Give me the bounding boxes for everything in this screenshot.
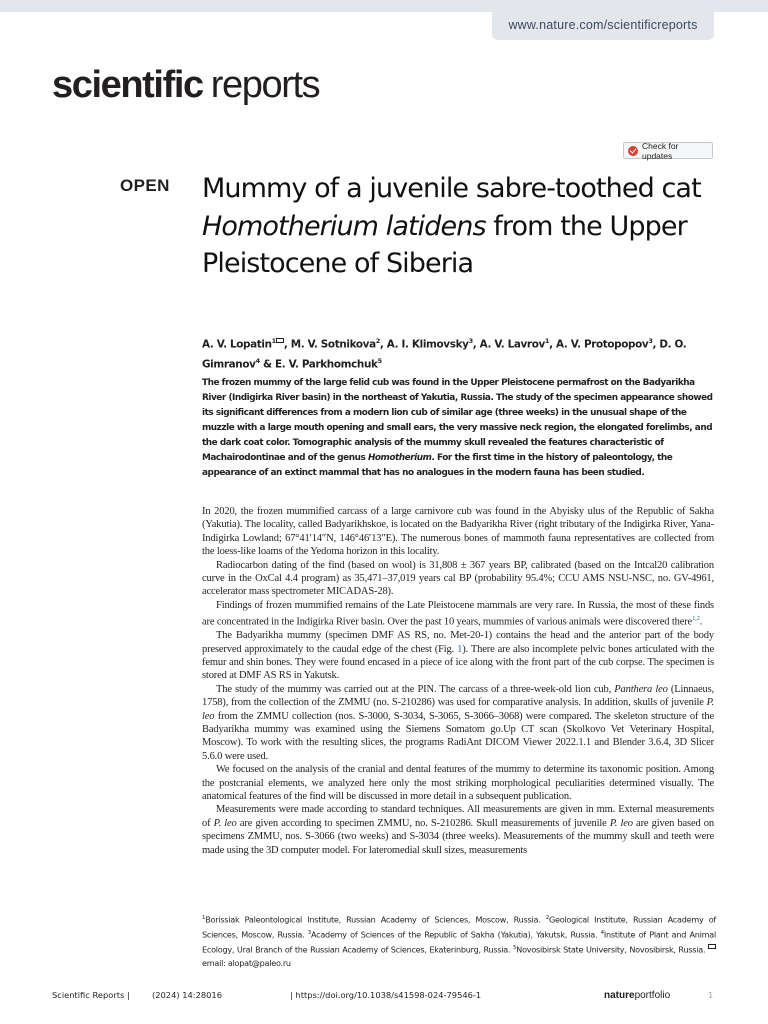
affiliations	[202, 912, 716, 970]
title-part1: Mummy of a juvenile sabre-toothed cat	[202, 173, 701, 204]
nature-portfolio-logo	[604, 990, 670, 1001]
paragraph-text: Findings of frozen mummified remains of the Late Pleistocene mammals are very rare. In Russia, the most of these finds are concentrated in the Indigirka River basin. Over the past 10 years, mummies of various animals were discovered there	[202, 599, 714, 628]
open-access-label: OPEN	[120, 176, 170, 195]
author-name[interactable]: , A. V. Protopopov	[549, 338, 649, 351]
affil-number: 3	[307, 929, 311, 936]
body-paragraph	[202, 599, 714, 629]
paragraph-text: (Linnaeus, 1758), from the collection of the ZMMU (no. S-210286) was used for comparative analysis. In addition, skulls of juvenile	[202, 683, 715, 709]
article-title	[202, 170, 722, 283]
abstract-text: The frozen mummy of the large felid cub was found in the Upper Pleistocene permafrost on the Badyarikha River (Indigirka River basin) in the northeast of Yakutia, Russia. The study of the specimen appearance showed its significant differences from a modern lion cub of similar age (three weeks) in the unusual shape of the muzzle with a large mouth opening and small ears, the very massive neck region, the elongated forelimbs, and the dark coat color. Tomographic analysis of the mummy skull revealed the features characteristic of Machairodontinae and of the genus	[202, 378, 713, 463]
species-name: P. leo	[213, 817, 237, 829]
body-paragraph	[202, 803, 714, 857]
footer-journal: Scientific Reports |	[52, 990, 130, 1000]
paragraph-text: Measurements were made according to standard techniques. All measurements are given in mm. External measurements of	[202, 804, 714, 829]
check-updates-icon	[628, 146, 638, 156]
body-paragraph	[202, 629, 714, 683]
species-name: P. leo	[202, 697, 714, 722]
affil-text: Geological Institute, Russian Academy of Sciences, Moscow, Russia.	[202, 914, 716, 940]
citation-link[interactable]: 1,2	[692, 615, 700, 623]
check-updates-label: Check for updates	[642, 140, 679, 161]
author-affil: 2	[375, 337, 380, 345]
author-name[interactable]: , D. O. Gimranov	[202, 338, 687, 371]
logo-light: portfolio	[634, 990, 671, 1001]
affil-text: Institute of Plant and Animal Ecology, Ural Branch of the Russian Academy of Sciences, Ekaterinburg, Russia.	[202, 929, 716, 955]
article-body	[202, 505, 714, 857]
author-affil: 5	[377, 356, 382, 365]
page-footer	[52, 990, 714, 1004]
affil-number: 5	[513, 944, 517, 951]
abstract-genus: Homotherium	[367, 453, 432, 463]
paragraph-text: ). There are also incomplete pelvic bones articulated with the femur and shin bones. They were found encased in a piece of ice along with the front part of the cub corpse. The specimen is stored at DMF AS RS in Yakutsk.	[202, 643, 715, 682]
author-list	[202, 333, 722, 373]
corresponding-email[interactable]: email: alopat@paleo.ru	[202, 957, 291, 968]
journal-url[interactable]: www.nature.com/scientificreports	[492, 10, 714, 40]
species-name: P. leo	[609, 817, 633, 829]
abstract	[202, 376, 714, 481]
footer-doi-link[interactable]: | https://doi.org/10.1038/s41598-024-79546-1	[290, 990, 482, 1000]
paragraph-text: The study of the mummy was carried out at the PIN. The carcass of a three-week-old lion cub,	[216, 683, 615, 695]
paragraph-text: are given according to specimen ZMMU, no. S-210286. Skull measurements of juvenile	[236, 817, 610, 829]
body-paragraph: Radiocarbon dating of the find (based on wool) is 31,808 ± 367 years BP, calibrated (based on the Intcal20 calibration curve in the OxCal 4.4 program) as 35,471–37,019 years cal BP (probability 95.4%; CCU AMS NSU-NSC, no. GV-4961, accelerator mass spectrometer MICADAS-28).	[202, 559, 714, 598]
author-name[interactable]: & E. V. Parkhomchuk	[259, 358, 378, 371]
affil-text: Novosibirsk State University, Novosibirsk, Russia.	[516, 944, 708, 955]
author-affil: 3	[648, 337, 653, 345]
footer-volume: (2024) 14:28016	[152, 990, 222, 1000]
author-affil: 1	[271, 337, 276, 345]
author-name[interactable]: , A. I. Klimovsky	[379, 338, 469, 351]
paragraph-text: The Badyarikha mummy (specimen DMF AS RS, no. Met-20-1) contains the head and the anterior part of the body preserved approximately to the caudal edge of the chest (Fig.	[202, 630, 714, 655]
author-name[interactable]: , A. V. Lavrov	[472, 338, 545, 351]
paragraph-text: are given based on specimens ZMMU, nos. S-3066 (two weeks) and S-3034 (three weeks). Measurements of the mummy skull and teeth were made using the 3D computer model. For lateromedial skull sizes, measurements	[202, 817, 715, 856]
affil-number: 2	[545, 915, 549, 921]
body-paragraph: We focused on the analysis of the cranial and dental features of the mummy to determine its taxonomic position. Among the postcranial elements, we analyzed here only the most striking morphological peculiarities determined visually. The anatomical features of the find will be discussed in more detail in a subsequent publication.	[202, 764, 714, 803]
author-name[interactable]: , M. V. Sotnikova	[283, 338, 376, 351]
masthead-bold: scientific	[52, 64, 203, 106]
author-affil: 4	[255, 356, 260, 365]
journal-masthead	[52, 66, 319, 104]
title-italic: Homotherium latidens	[202, 210, 486, 242]
abstract-text-end: . For the first time in the history of paleontology, the appearance of an extinct mammal that has no analogues in the modern fauna has been studied.	[202, 453, 673, 478]
logo-bold: nature	[604, 990, 635, 1001]
paragraph-text: from the ZMMU collection (nos. S-3000, S-3034, S-3065, S-3066–3068) were compared. The skeleton structure of the Badyarikha mummy was examined using the Siemens Somatom go.Up CT scan (Skolkovo Vet Veterinary Hospital, Moscow). To work with the resulting slices, the programs RadiAnt DICOM Viewer 2022.1.1 and Blender 3.6.4, 3D Slicer 5.6.0 were used.	[202, 710, 714, 762]
affil-number: 4	[600, 929, 604, 936]
page-number: 1	[708, 990, 714, 1000]
species-name: Panthera leo	[614, 683, 668, 695]
affil-text: Borissiak Paleontological Institute, Russian Academy of Sciences, Moscow, Russia.	[205, 914, 546, 925]
email-envelope-icon[interactable]	[276, 338, 284, 343]
affil-number: 1	[202, 915, 206, 921]
title-part2: from the Upper Pleistocene of Siberia	[202, 210, 687, 279]
masthead-light: reports	[210, 64, 320, 106]
affil-text: Academy of Sciences of the Republic of Sakha (Yakutia), Yakutsk, Russia.	[311, 929, 601, 940]
email-envelope-icon	[708, 944, 716, 949]
author-name[interactable]: A. V. Lopatin	[202, 338, 272, 351]
figure-link[interactable]: 1	[457, 643, 463, 655]
check-for-updates-button[interactable]	[623, 142, 713, 159]
body-paragraph	[202, 683, 714, 763]
body-paragraph: In 2020, the frozen mummified carcass of a large carnivore cub was found in the Abyisky ulus of the Republic of Sakha (Yakutia). The locality, called Badyarikhskoe, is located on the Badyarikha River (right tributary of the Indigirka River, Yana-Indigirka Lowland; 67°41′14″N, 146°46′13″E). The numerous bones of mammoth fauna representatives are collected from the loess-like loams of the Yedoma horizon in this locality.	[202, 506, 714, 558]
author-affil: 1	[544, 337, 550, 345]
paragraph-text: .	[699, 616, 703, 628]
author-affil: 3	[468, 337, 473, 345]
